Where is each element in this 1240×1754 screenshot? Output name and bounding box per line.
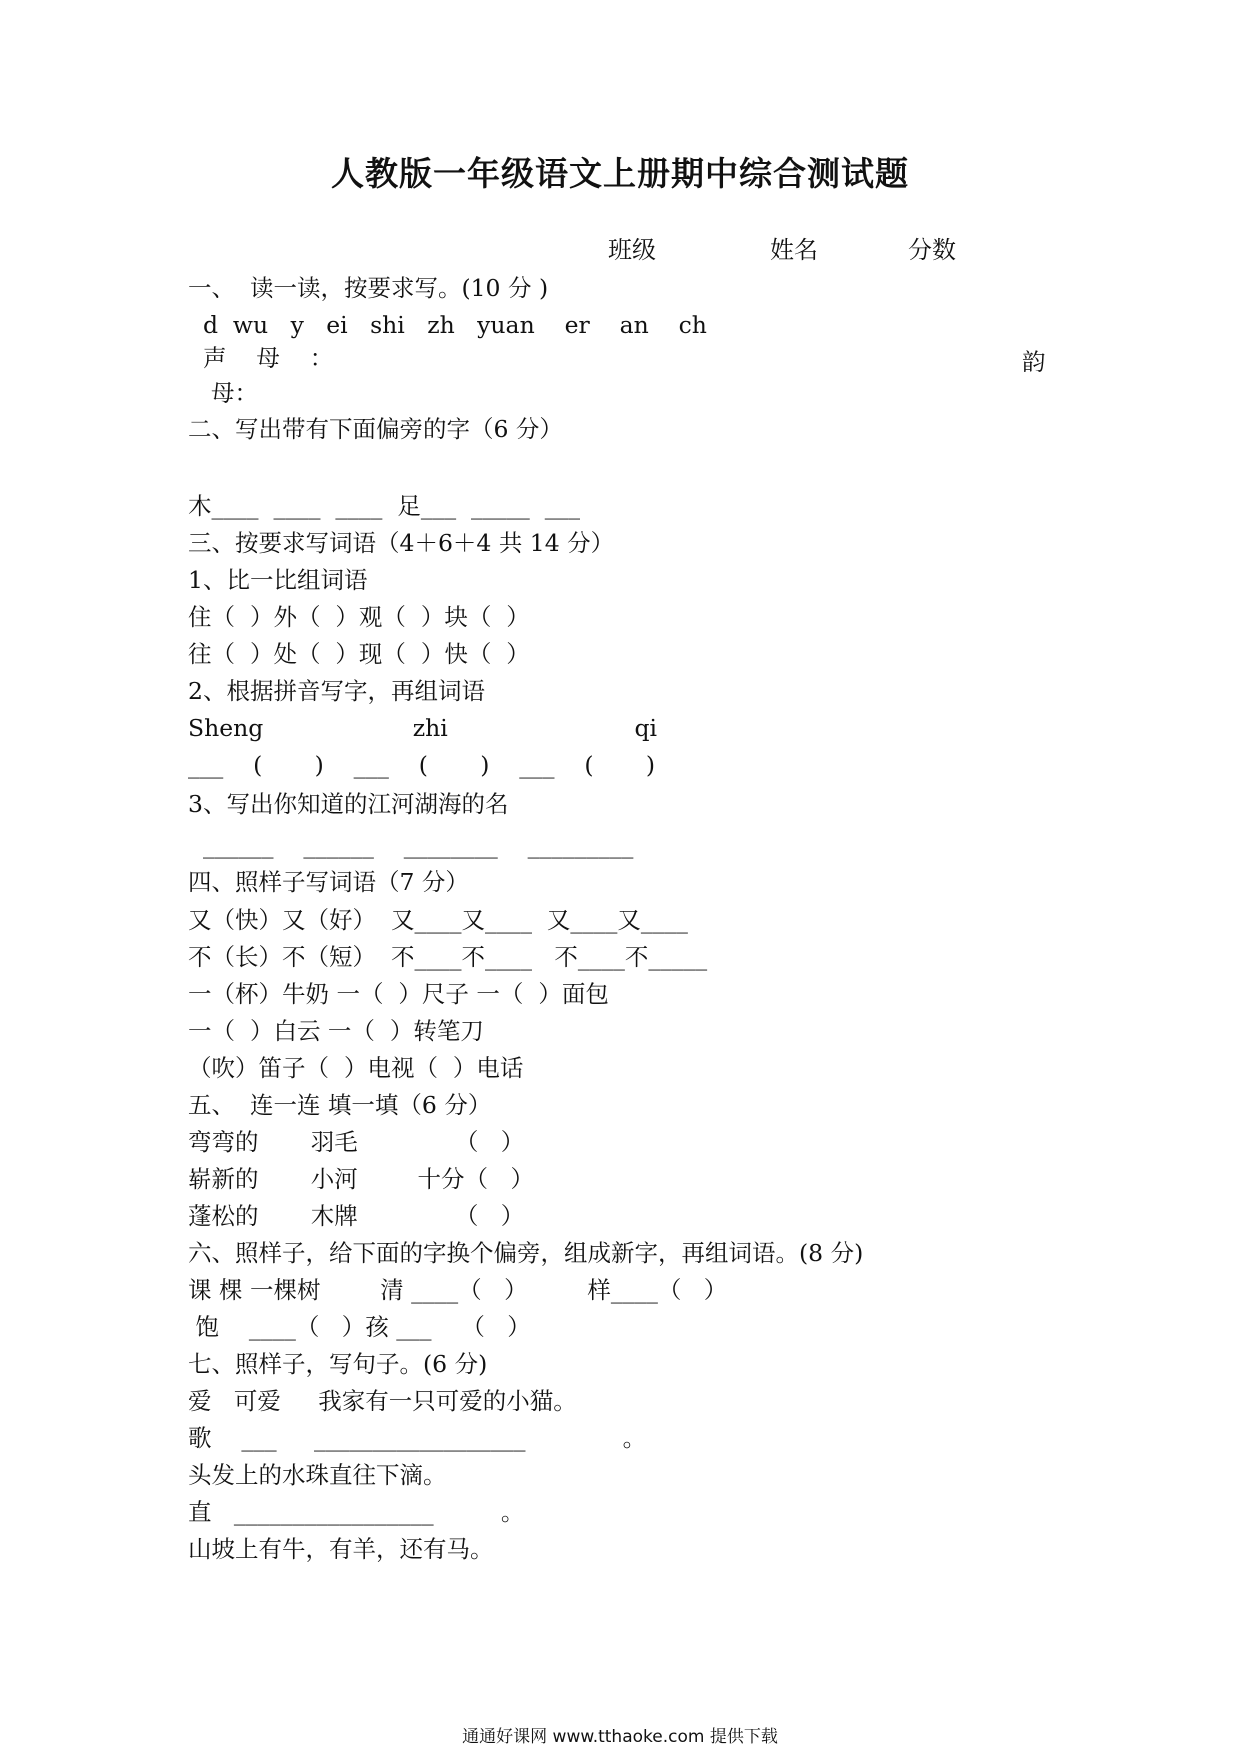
content-line: 七、照样子，写句子。(6 分): [188, 1350, 488, 1378]
content-line: 山坡上有牛，有羊，还有马。: [188, 1535, 494, 1563]
content-line: 二、写出带有下面偏旁的字（6 分）: [188, 415, 563, 443]
content-line: ______ ______ ________ _________: [188, 831, 634, 859]
content-line: 歌 ___ __________________ 。: [188, 1424, 647, 1452]
content-line: d wu y ei shi zh yuan er an ch: [188, 311, 707, 339]
content-line: Sheng zhi qi: [188, 714, 658, 742]
content-line: 三、按要求写词语（4＋6＋4 共 14 分）: [188, 529, 615, 557]
content-line: 课 棵 一棵树 清 ____（ ） 样____（ ）: [188, 1276, 728, 1304]
class-label: 班级: [608, 236, 656, 264]
content-line: 住（ ）外（ ）观（ ）块（ ）: [188, 603, 530, 631]
content-line: 一（杯）牛奶 一（ ）尺子 一（ ）面包: [188, 980, 609, 1008]
content-line: 声 母 ：: [188, 344, 334, 372]
score-label: 分数: [908, 236, 956, 264]
name-label: 姓名: [770, 236, 818, 264]
content-line: 六、照样子，给下面的字换个偏旁，组成新字，再组词语。(8 分): [188, 1239, 864, 1267]
content-line: 母：: [196, 379, 258, 407]
content-line: 3、写出你知道的江河湖海的名: [188, 790, 509, 818]
content-line: 不（长）不（短） 不____不____ 不____不_____: [188, 943, 708, 971]
content-line: （吹）笛子（ ）电视（ ）电话: [188, 1054, 524, 1082]
finals-label: 韵: [1022, 348, 1046, 376]
content-line: 一、 读一读，按要求写。(10 分 ): [188, 274, 549, 302]
content-line: ___ ( ) ___ ( ) ___ ( ): [188, 751, 656, 779]
content-line: 饱 ____（ ）孩 ___ （ ）: [188, 1313, 531, 1341]
content-line: 五、 连一连 填一填（6 分）: [188, 1091, 492, 1119]
content-line: 1、比一比组词语: [188, 566, 368, 594]
content-line: 2、根据拼音写字，再组词语: [188, 677, 485, 705]
content-line: 四、照样子写词语（7 分）: [188, 868, 469, 896]
content-line: 弯弯的 羽毛 （ ）: [188, 1128, 525, 1156]
content-line: 又（快）又（好） 又____又____ 又____又____: [188, 906, 688, 934]
content-line: 头发上的水珠直往下滴。: [188, 1461, 447, 1489]
content-line: 崭新的 小河 十分（ ）: [188, 1165, 534, 1193]
content-line: 直 _________________ 。: [188, 1498, 525, 1526]
content-line: 往（ ）处（ ）现（ ）快（ ）: [188, 640, 530, 668]
content-line: 木____ ____ ____ 足___ _____ ___: [188, 492, 580, 520]
page-footer: 通通好课网 www.tthaoke.com 提供下载: [462, 1727, 778, 1747]
page-title: 人教版一年级语文上册期中综合测试题: [331, 154, 909, 193]
content-line: 一（ ）白云 一（ ）转笔刀: [188, 1017, 484, 1045]
content-line: 蓬松的 木牌 （ ）: [188, 1202, 525, 1230]
content-line: 爱 可爱 我家有一只可爱的小猫。: [188, 1387, 577, 1415]
